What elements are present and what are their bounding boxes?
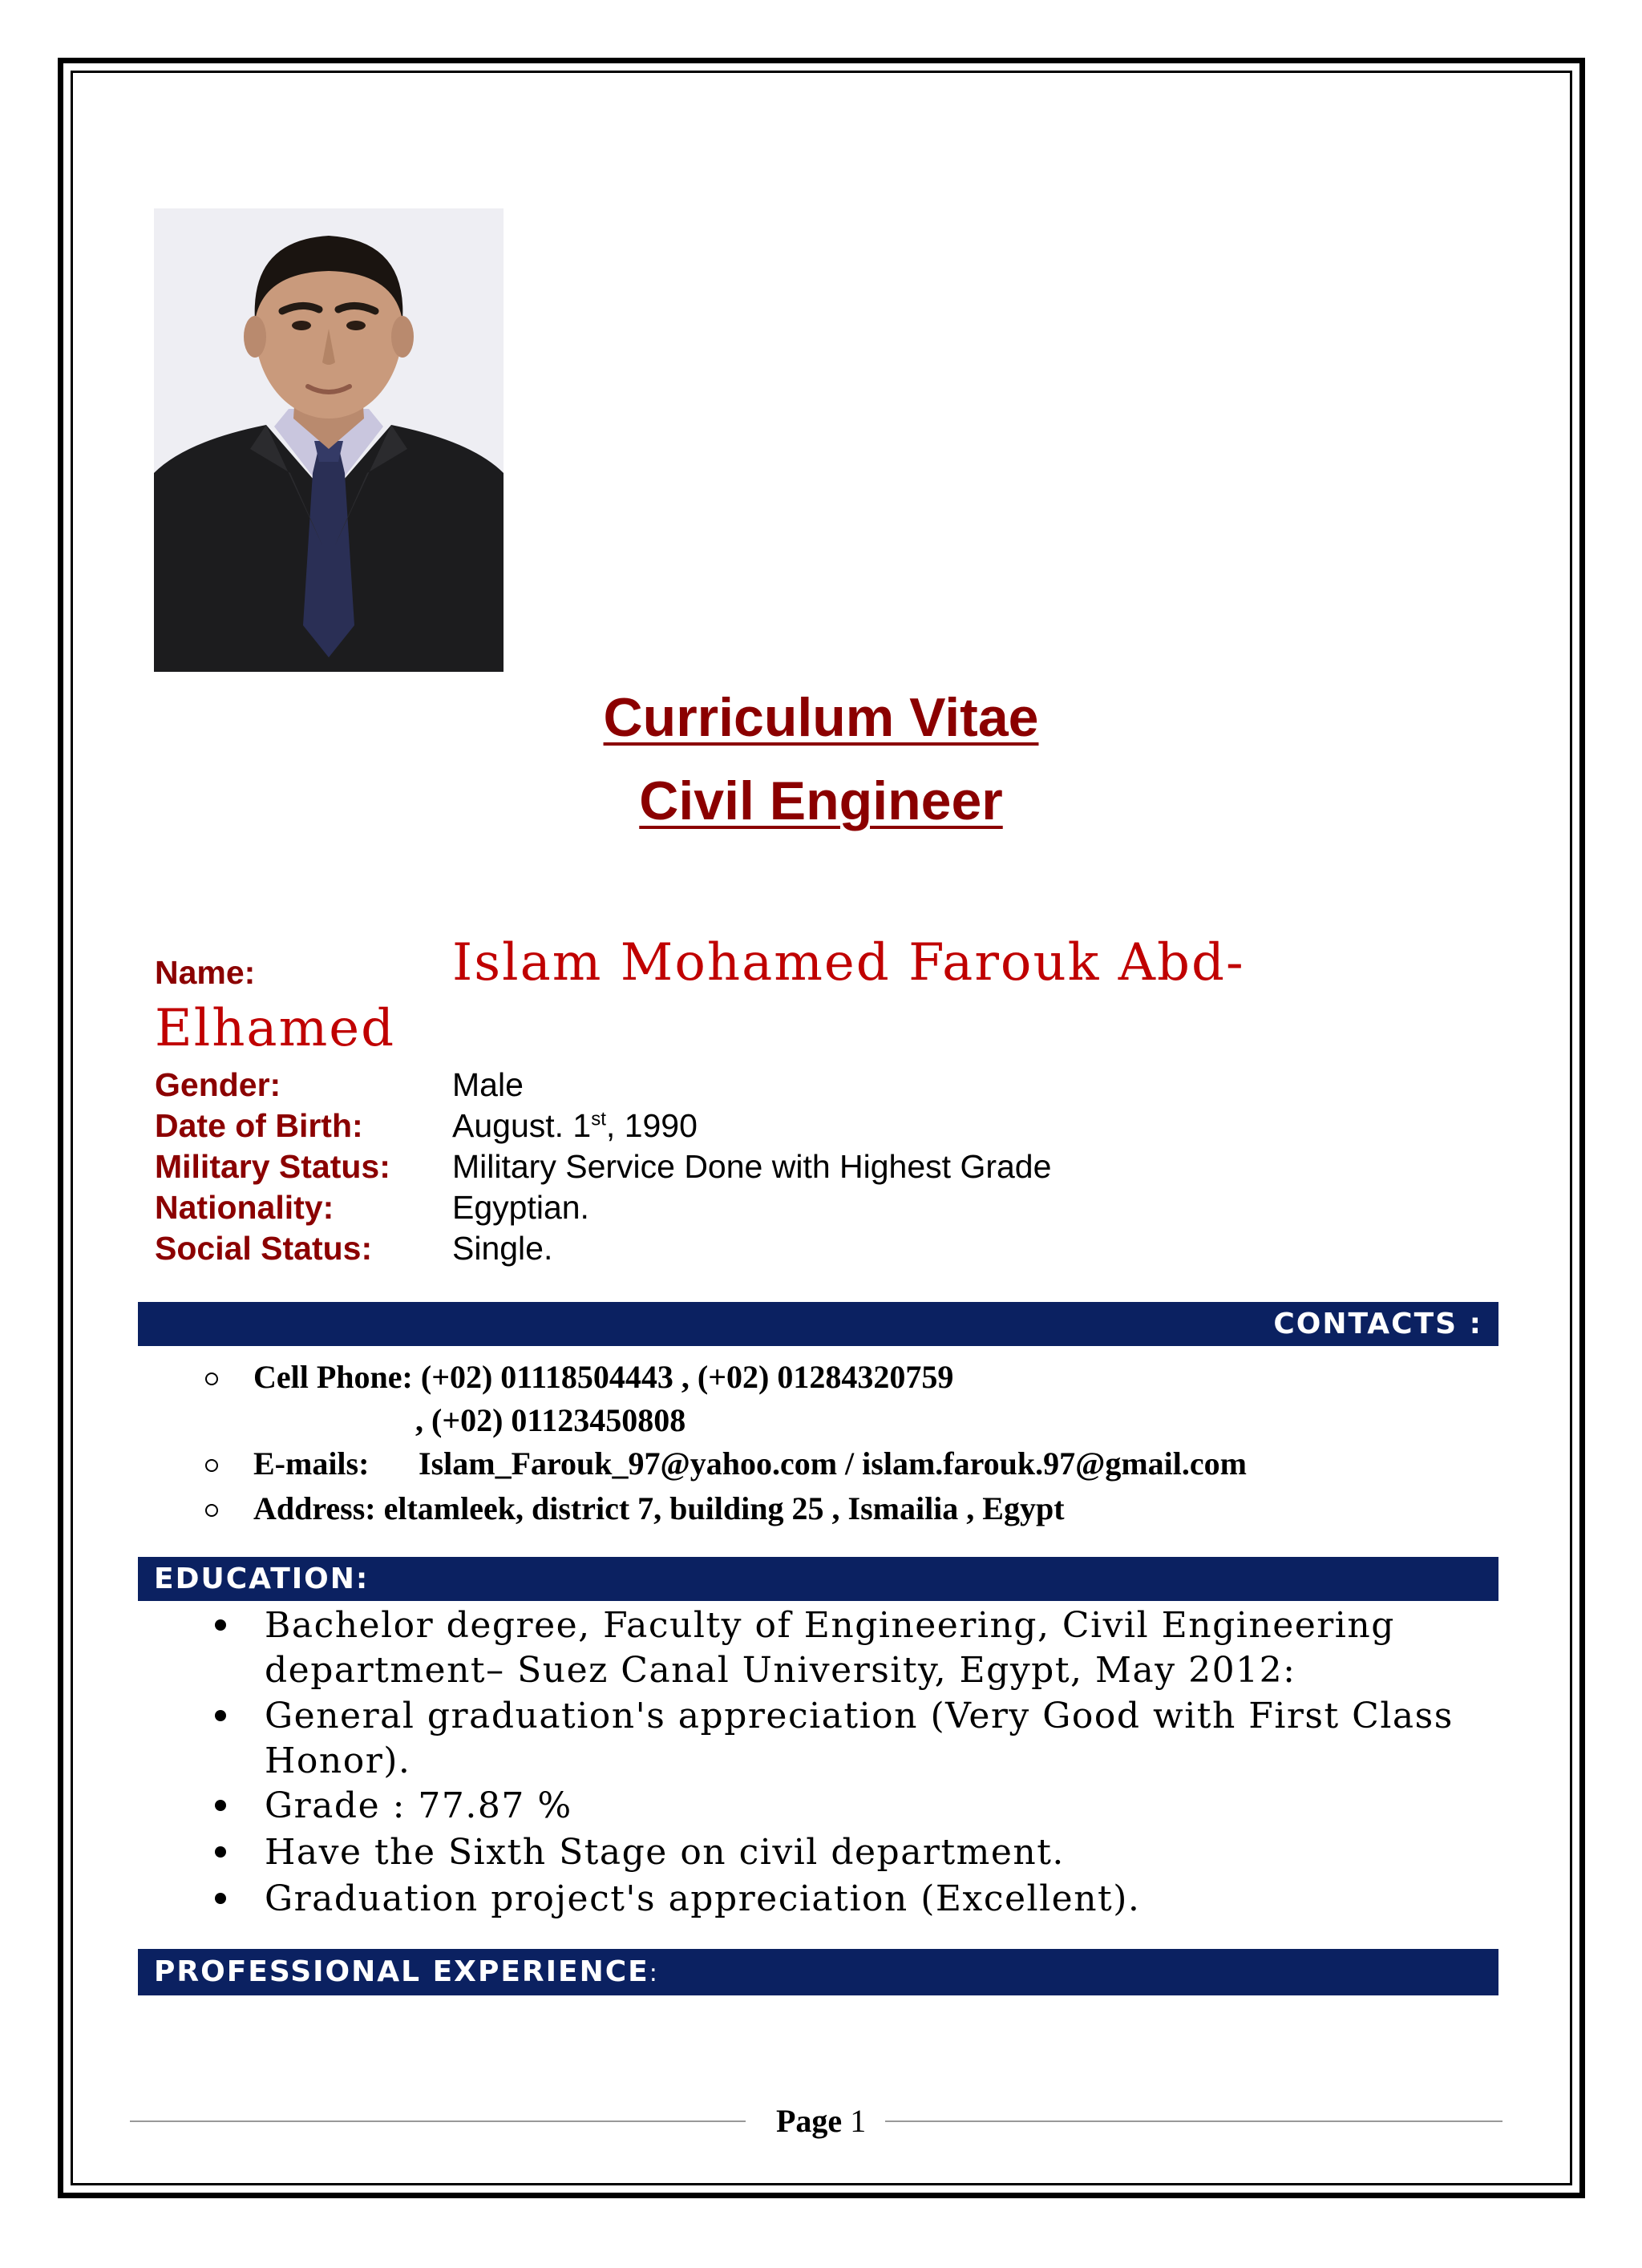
bullet-icon — [215, 1846, 226, 1858]
address-line: Address: eltamleek, district 7, building 25 , Ismailia , Egypt — [253, 1490, 1065, 1526]
gender-value: Male — [452, 1066, 524, 1103]
education-item: Bachelor degree, Faculty of Engineering, Civil Engineering department– Suez Canal University, Egypt, May 2012: — [265, 1605, 1395, 1691]
portrait-illustration — [154, 208, 504, 672]
dob-label: Date of Birth: — [155, 1107, 363, 1144]
bullet-icon — [215, 1800, 226, 1811]
circle-bullet-icon — [205, 1459, 218, 1472]
phone-line-continued: , (+02) 01123450808 — [415, 1402, 686, 1438]
profile-photo — [154, 208, 504, 672]
education-item: Graduation project's appreciation (Excellent). — [265, 1878, 1141, 1919]
footer-rule-left — [130, 2120, 746, 2122]
dob-value: August. 1st, 1990 — [452, 1107, 698, 1144]
emails-label: E-mails: — [253, 1445, 370, 1482]
name-value: Islam Mohamed Farouk Abd-Elhamed — [155, 933, 1245, 1058]
experience-header-label: PROFESSIONAL EXPERIENCE — [154, 1955, 649, 1988]
footer-rule-right — [885, 2120, 1502, 2122]
education-header: EDUCATION: — [138, 1557, 1498, 1601]
name-label: Name: — [155, 954, 256, 991]
bullet-icon — [215, 1710, 226, 1721]
military-value: Military Service Done with Highest Grade — [452, 1148, 1052, 1185]
social-status-label: Social Status: — [155, 1230, 373, 1267]
nationality-label: Nationality: — [155, 1189, 334, 1226]
bullet-icon — [215, 1619, 226, 1631]
phone-line: Cell Phone: (+02) 01118504443 , (+02) 01284320759 — [253, 1359, 954, 1395]
circle-bullet-icon — [205, 1504, 218, 1517]
document-title: Curriculum Vitae — [603, 687, 1039, 748]
circle-bullet-icon — [205, 1373, 218, 1385]
experience-header-colon: : — [649, 1959, 659, 1987]
document-subtitle: Civil Engineer — [639, 770, 1003, 831]
page-number: Page 1 — [776, 2103, 867, 2139]
contacts-header: CONTACTS : — [138, 1302, 1498, 1346]
social-status-value: Single. — [452, 1230, 553, 1267]
emails-value[interactable]: Islam_Farouk_97@yahoo.com / islam.farouk.97@gmail.com — [419, 1445, 1247, 1482]
gender-label: Gender: — [155, 1066, 281, 1103]
nationality-value: Egyptian. — [452, 1189, 589, 1226]
military-label: Military Status: — [155, 1148, 390, 1185]
education-item: General graduation's appreciation (Very Good with First Class Honor). — [265, 1696, 1454, 1781]
education-item: Grade : 77.87 % — [265, 1785, 572, 1826]
experience-header — [138, 1949, 1498, 1995]
education-item: Have the Sixth Stage on civil department. — [265, 1832, 1065, 1873]
bullet-icon — [215, 1893, 226, 1904]
